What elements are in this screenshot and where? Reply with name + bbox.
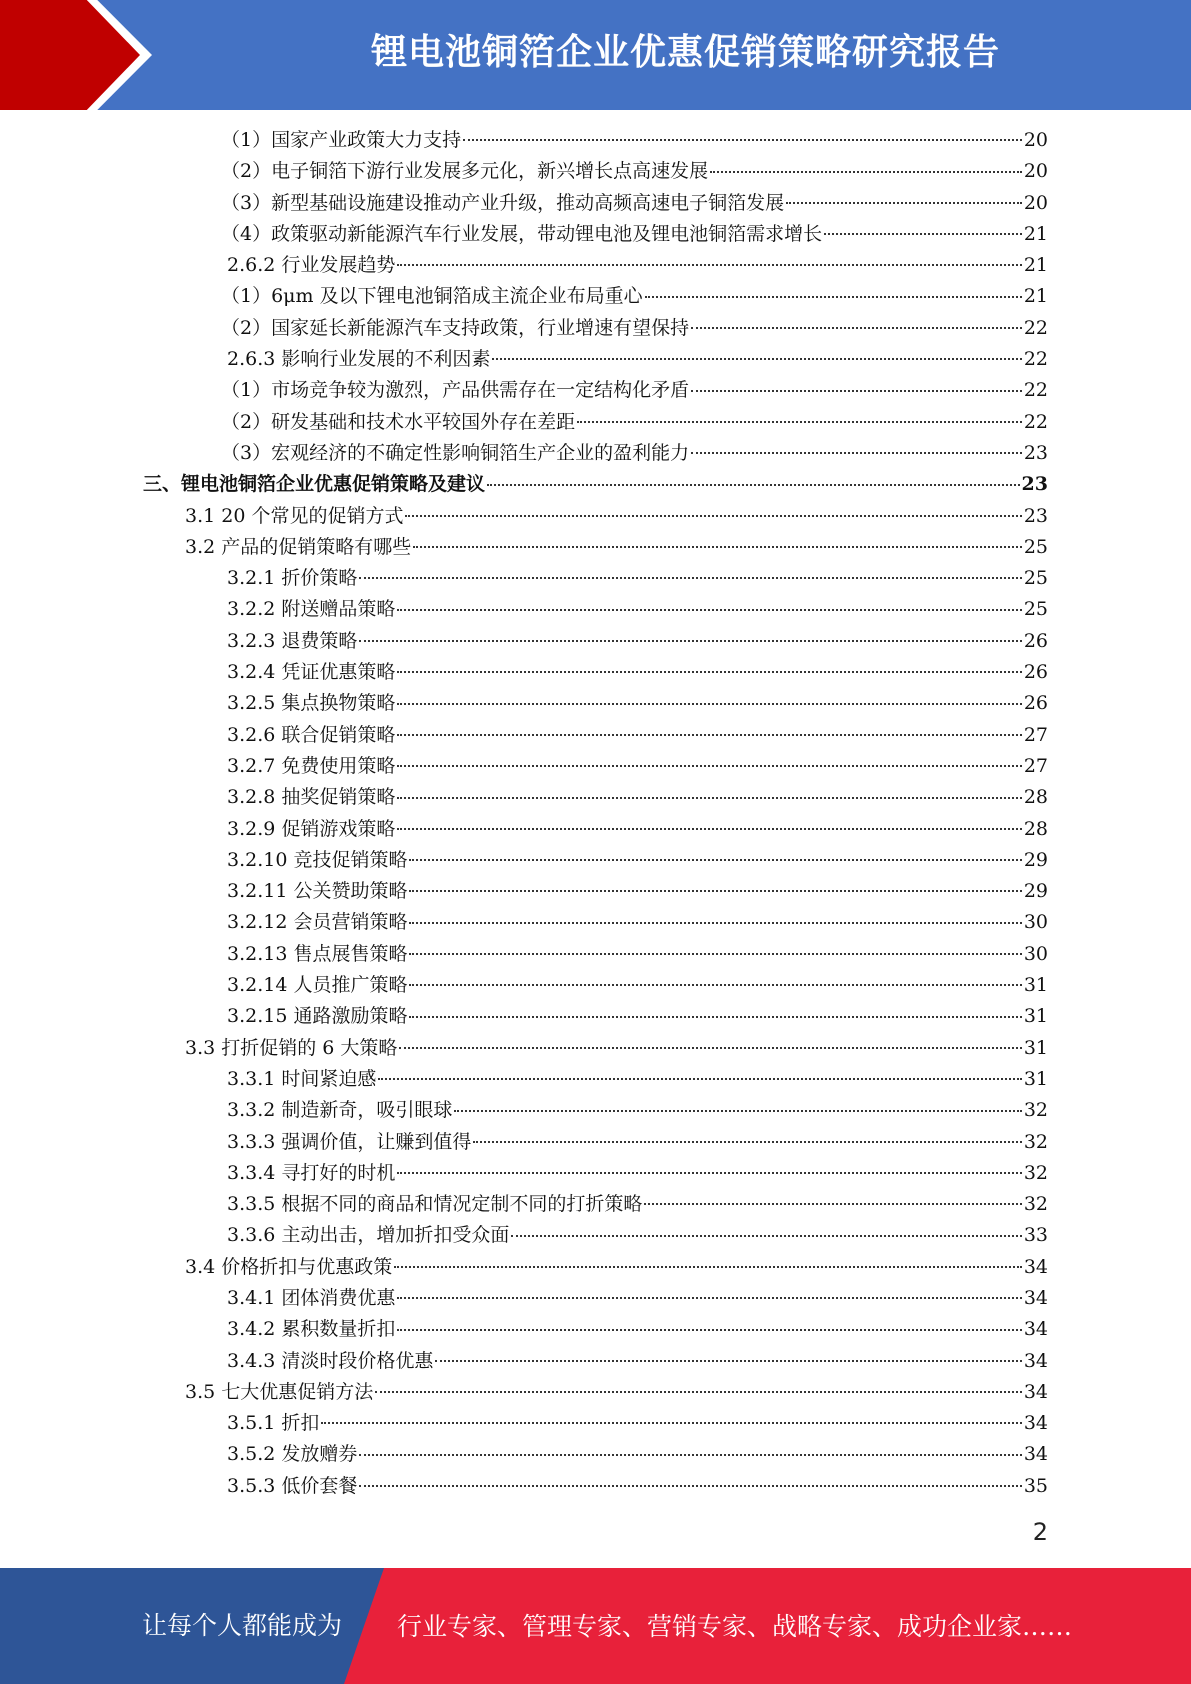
toc-entry-label: 3.3.3 强调价值，让赚到值得	[227, 1130, 472, 1153]
toc-entry[interactable]	[227, 1283, 1048, 1314]
toc-entry-page: 29	[1023, 880, 1048, 903]
toc-entry-label: （3）新型基础设施建设推动产业升级，推动高频高速电子铜箔发展	[221, 191, 785, 214]
toc-entry-page: 22	[1023, 379, 1048, 402]
toc-entry-page: 31	[1023, 1005, 1048, 1028]
toc-entry[interactable]	[227, 876, 1048, 907]
toc-entry[interactable]	[221, 219, 1048, 250]
toc-entry-label: （3）宏观经济的不确定性影响铜箔生产企业的盈利能力	[221, 441, 690, 464]
toc-dot-leader	[397, 609, 1021, 611]
toc-entry-label: 3.2.8 抽奖促销策略	[227, 786, 396, 809]
page-header	[0, 0, 1191, 110]
toc-entry-label: （2）国家延长新能源汽车支持政策，行业增速有望保持	[221, 316, 690, 339]
toc-entry[interactable]	[227, 970, 1048, 1001]
toc-entry-page: 34	[1023, 1349, 1048, 1372]
toc-entry-page: 25	[1023, 598, 1048, 621]
toc-entry[interactable]	[227, 1314, 1048, 1345]
toc-entry-page: 22	[1023, 316, 1048, 339]
toc-entry-label: 3.2.11 公关赞助策略	[227, 880, 408, 903]
toc-entry[interactable]	[221, 438, 1048, 469]
toc-entry[interactable]	[221, 188, 1048, 219]
toc-entry[interactable]	[227, 1408, 1048, 1439]
toc-dot-leader	[454, 1110, 1021, 1112]
footer-slogan-left: 让每个人都能成为	[142, 1611, 343, 1640]
toc-entry-page: 29	[1023, 848, 1048, 871]
toc-entry[interactable]	[227, 1095, 1048, 1126]
toc-entry-label: （2）电子铜箔下游行业发展多元化，新兴增长点高速发展	[221, 160, 709, 183]
toc-dot-leader	[399, 1047, 1021, 1049]
toc-entry-page: 34	[1023, 1443, 1048, 1466]
toc-entry-label: 3.2.9 促销游戏策略	[227, 817, 396, 840]
toc-entry-label: 3.5.2 发放赠券	[227, 1443, 358, 1466]
toc-entry[interactable]	[227, 1158, 1048, 1189]
toc-dot-leader	[397, 1172, 1021, 1174]
toc-dot-leader	[409, 890, 1021, 892]
toc-entry-page: 27	[1023, 723, 1048, 746]
toc-entry-page: 31	[1023, 1067, 1048, 1090]
toc-dot-leader	[409, 1016, 1021, 1018]
toc-dot-leader	[397, 734, 1021, 736]
toc-entry-label: 3.1 20 个常见的促销方式	[185, 504, 404, 527]
toc-entry[interactable]	[227, 751, 1048, 782]
toc-dot-leader	[397, 1297, 1021, 1299]
toc-entry-page: 26	[1023, 661, 1048, 684]
toc-entry[interactable]	[227, 1189, 1048, 1220]
toc-entry[interactable]	[185, 1033, 1048, 1064]
toc-entry-label: 3.2.15 通路激励策略	[227, 1005, 408, 1028]
toc-dot-leader	[359, 1454, 1021, 1456]
toc-entry-label: （2）研发基础和技术水平较国外存在差距	[221, 410, 576, 433]
toc-dot-leader	[473, 1141, 1021, 1143]
toc-entry-label: 2.6.3 影响行业发展的不利因素	[227, 348, 491, 371]
toc-entry-label: 3.2.5 集点换物策略	[227, 692, 396, 715]
toc-entry[interactable]	[221, 313, 1048, 344]
toc-dot-leader	[359, 577, 1021, 579]
toc-dot-leader	[409, 953, 1021, 955]
toc-entry-page: 28	[1023, 817, 1048, 840]
toc-entry[interactable]	[227, 1220, 1048, 1251]
toc-entry[interactable]	[185, 501, 1048, 532]
toc-entry[interactable]	[227, 782, 1048, 813]
toc-entry-page: 27	[1023, 754, 1048, 777]
toc-entry-page: 34	[1023, 1318, 1048, 1341]
toc-entry-label: 3.2 产品的促销策略有哪些	[185, 535, 412, 558]
toc-dot-leader	[394, 1266, 1022, 1268]
toc-entry-label: 3.2.1 折价策略	[227, 567, 358, 590]
header-chevron-red-icon	[0, 0, 140, 110]
toc-dot-leader	[378, 1078, 1021, 1080]
toc-dot-leader	[409, 984, 1021, 986]
toc-entry-label: 3.4.2 累积数量折扣	[227, 1318, 396, 1341]
toc-entry-label: 3.2.13 售点展售策略	[227, 942, 408, 965]
toc-dot-leader	[397, 703, 1021, 705]
toc-dot-leader	[359, 640, 1021, 642]
toc-entry-page: 21	[1023, 254, 1048, 277]
toc-dot-leader	[359, 1485, 1021, 1487]
toc-entry-label: 3.2.7 免费使用策略	[227, 754, 396, 777]
toc-dot-leader	[511, 1235, 1021, 1237]
toc-entry-page: 25	[1023, 567, 1048, 590]
toc-entry-label: （1）国家产业政策大力支持	[221, 129, 462, 151]
toc-entry[interactable]	[227, 907, 1048, 938]
toc-dot-leader	[710, 171, 1022, 173]
page-footer	[0, 1568, 1191, 1684]
toc-entry-page: 28	[1023, 786, 1048, 809]
toc-entry[interactable]	[221, 281, 1048, 312]
toc-dot-leader	[405, 515, 1021, 517]
toc-entry-page: 21	[1023, 285, 1048, 308]
toc-entry-label: 3.3.1 时间紧迫感	[227, 1067, 377, 1090]
toc-entry-page: 32	[1023, 1130, 1048, 1153]
toc-entry[interactable]	[227, 1001, 1048, 1032]
table-of-contents	[0, 125, 1191, 1502]
toc-entry-page: 32	[1023, 1161, 1048, 1184]
toc-entry-label: 3.4 价格折扣与优惠政策	[185, 1255, 393, 1278]
toc-entry[interactable]	[221, 125, 1048, 156]
toc-entry-label: 3.4.1 团体消费优惠	[227, 1286, 396, 1309]
toc-dot-leader	[691, 452, 1022, 454]
toc-entry-page: 23	[1023, 441, 1048, 464]
toc-dot-leader	[691, 327, 1022, 329]
toc-entry-label: 3.3.4 寻打好的时机	[227, 1161, 396, 1184]
toc-entry-page: 20	[1023, 191, 1048, 214]
toc-entry-page: 32	[1023, 1099, 1048, 1122]
toc-dot-leader	[645, 296, 1022, 298]
toc-entry-label: 3.5.1 折扣	[227, 1412, 320, 1435]
toc-dot-leader	[487, 484, 1020, 486]
toc-entry-label: 3.2.10 竞技促销策略	[227, 848, 408, 871]
toc-entry[interactable]	[227, 720, 1048, 751]
toc-dot-leader	[375, 1391, 1022, 1393]
toc-dot-leader	[435, 1360, 1021, 1362]
toc-entry-page: 20	[1023, 129, 1048, 151]
toc-dot-leader	[691, 390, 1022, 392]
toc-entry-label: 3.2.6 联合促销策略	[227, 723, 396, 746]
toc-entry-page: 35	[1023, 1474, 1048, 1497]
toc-entry[interactable]	[221, 156, 1048, 187]
toc-entry[interactable]	[227, 814, 1048, 845]
toc-entry[interactable]	[227, 1439, 1048, 1470]
toc-entry-label: 3.5 七大优惠促销方法	[185, 1380, 374, 1403]
toc-dot-leader	[644, 1203, 1021, 1205]
toc-entry[interactable]	[185, 1377, 1048, 1408]
toc-entry-label: 3.5.3 低价套餐	[227, 1474, 358, 1497]
toc-entry-label: 3.2.4 凭证优惠策略	[227, 661, 396, 684]
toc-dot-leader	[397, 671, 1021, 673]
footer-slogan-right: 行业专家、管理专家、营销专家、战略专家、成功企业家……	[397, 1612, 1073, 1641]
toc-entry[interactable]	[227, 563, 1048, 594]
toc-dot-leader	[463, 139, 1022, 141]
toc-entry[interactable]	[227, 939, 1048, 970]
toc-entry[interactable]	[143, 469, 1048, 500]
toc-entry-label: （4）政策驱动新能源汽车行业发展，带动锂电池及锂电池铜箔需求增长	[221, 222, 823, 245]
toc-entry[interactable]	[221, 375, 1048, 406]
toc-dot-leader	[397, 1329, 1021, 1331]
toc-entry-page: 25	[1023, 535, 1048, 558]
toc-entry-page: 34	[1023, 1380, 1048, 1403]
toc-entry-label: （1）6μm 及以下锂电池铜箔成主流企业布局重心	[221, 285, 643, 308]
toc-entry-page: 34	[1023, 1255, 1048, 1278]
toc-entry-page: 30	[1023, 911, 1048, 934]
toc-entry-label: （1）市场竞争较为激烈，产品供需存在一定结构化矛盾	[221, 379, 690, 402]
toc-dot-leader	[397, 264, 1021, 266]
toc-entry-label: 3.3.2 制造新奇，吸引眼球	[227, 1099, 453, 1122]
toc-entry-page: 26	[1023, 629, 1048, 652]
toc-dot-leader	[409, 922, 1021, 924]
toc-dot-leader	[824, 233, 1022, 235]
toc-dot-leader	[397, 765, 1021, 767]
toc-dot-leader	[786, 202, 1022, 204]
toc-entry[interactable]	[227, 250, 1048, 281]
toc-entry[interactable]	[227, 688, 1048, 719]
toc-entry-label: 3.2.2 附送赠品策略	[227, 598, 396, 621]
toc-dot-leader	[409, 859, 1021, 861]
toc-entry-label: 三、锂电池铜箔企业优惠促销策略及建议	[143, 473, 486, 496]
toc-entry[interactable]	[185, 532, 1048, 563]
toc-entry[interactable]	[227, 344, 1048, 375]
toc-entry-label: 3.2.14 人员推广策略	[227, 974, 408, 997]
toc-entry[interactable]	[227, 626, 1048, 657]
toc-entry-page: 33	[1023, 1224, 1048, 1247]
toc-entry-label: 3.3.5 根据不同的商品和情况定制不同的打折策略	[227, 1193, 643, 1216]
toc-entry-label: 3.3.6 主动出击，增加折扣受众面	[227, 1224, 510, 1247]
toc-entry[interactable]	[227, 657, 1048, 688]
toc-dot-leader	[397, 828, 1021, 830]
toc-entry[interactable]	[227, 1127, 1048, 1158]
toc-entry-page: 21	[1023, 222, 1048, 245]
toc-dot-leader	[577, 421, 1022, 423]
page-number: 2	[1032, 1518, 1048, 1546]
toc-entry-page: 32	[1023, 1193, 1048, 1216]
toc-entry-page: 34	[1023, 1286, 1048, 1309]
toc-entry-page: 20	[1023, 160, 1048, 183]
toc-entry[interactable]	[221, 407, 1048, 438]
toc-entry[interactable]	[185, 1252, 1048, 1283]
toc-entry[interactable]	[227, 594, 1048, 625]
toc-entry-page: 23	[1023, 504, 1048, 527]
toc-entry[interactable]	[227, 1471, 1048, 1502]
toc-entry-label: 2.6.2 行业发展趋势	[227, 254, 396, 277]
toc-dot-leader	[492, 358, 1021, 360]
toc-entry-page: 31	[1023, 974, 1048, 997]
toc-entry-page: 22	[1023, 348, 1048, 371]
toc-entry-label: 3.2.3 退费策略	[227, 629, 358, 652]
toc-entry-label: 3.4.3 清淡时段价格优惠	[227, 1349, 434, 1372]
toc-entry-label: 3.3 打折促销的 6 大策略	[185, 1036, 398, 1059]
toc-entry-page: 23	[1021, 473, 1048, 496]
toc-entry[interactable]	[227, 1346, 1048, 1377]
document-title: 锂电池铜箔企业优惠促销策略研究报告	[370, 32, 1000, 73]
toc-entry-page: 30	[1023, 942, 1048, 965]
toc-dot-leader	[397, 797, 1021, 799]
toc-entry-label: 3.2.12 会员营销策略	[227, 911, 408, 934]
toc-dot-leader	[321, 1422, 1021, 1424]
toc-entry-page: 22	[1023, 410, 1048, 433]
toc-dot-leader	[413, 546, 1022, 548]
toc-entry-page: 26	[1023, 692, 1048, 715]
toc-entry-page: 34	[1023, 1412, 1048, 1435]
toc-entry[interactable]	[227, 1064, 1048, 1095]
toc-entry-page: 31	[1023, 1036, 1048, 1059]
toc-entry[interactable]	[227, 845, 1048, 876]
